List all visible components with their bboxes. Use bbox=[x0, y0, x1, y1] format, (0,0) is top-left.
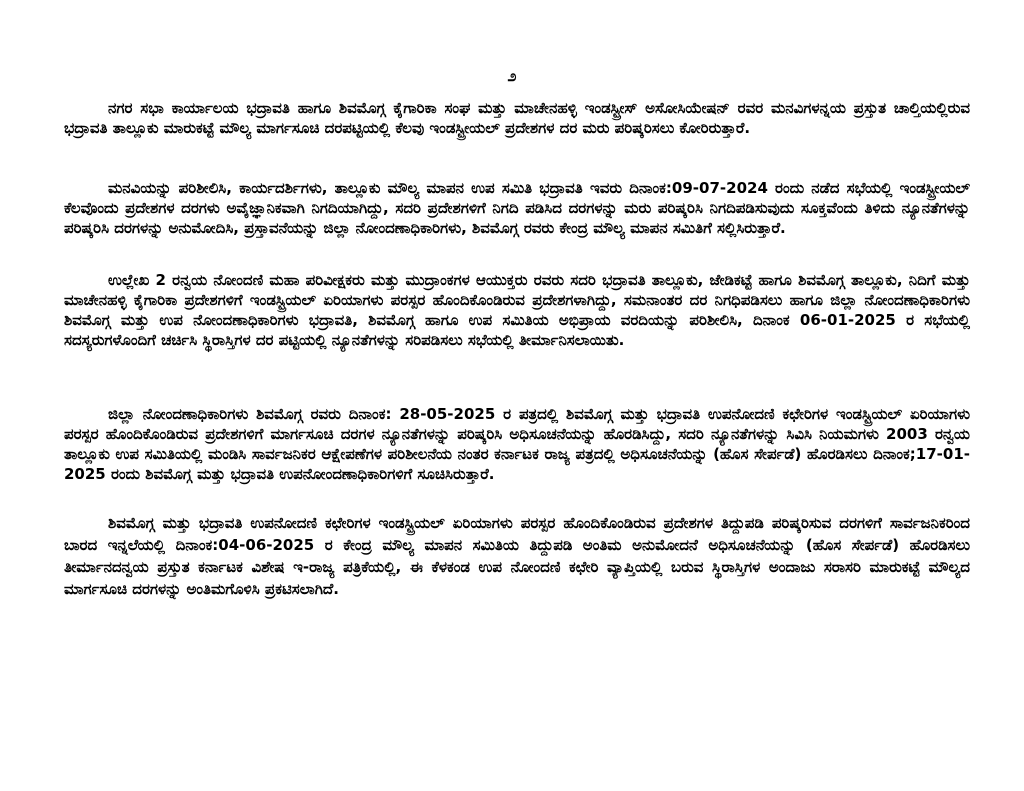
page-number: ೨ bbox=[507, 66, 517, 85]
paragraph-final-notification: ಶಿವಮೊಗ್ಗ ಮತ್ತು ಭದ್ರಾವತಿ ಉಪನೋದಣಿ ಕಛೇರಿಗಳ ಇಂಡಸ್ಟ್ರಿಯಲ್ ಏರಿಯಾಗಳು ಪರಸ್ಪರ ಹೊಂದಿಕೊಂಡಿರುವ ಪ್ರದೇಶಗಳ ತಿದ್ದುಪಡಿ ಪರಿಷ್ಕರಿಸುವ ದರಗಳಿಗೆ ಸಾರ್ವಜನಿಕರಿಂದ ಬಾರದ ಇನ್ನಲೆಯಲ್ಲಿ ದಿನಾಂಕ:04-06-2025 ರ ಕೇಂದ್ರ ಮೌಲ್ಯ ಮಾಪನ ಸಮಿತಿಯ ತಿದ್ದುಪಡಿ ಅಂತಿಮ ಅನುಮೋದನೆ ಅಧಿಸೂಚನೆಯನ್ನು (ಹೊಸ ಸೇರ್ಪಡೆ) ಹೊರಡಿಸಲು ತೀರ್ಮಾನದನ್ವಯ ಪ್ರಸ್ತುತ ಕರ್ನಾಟಕ ವಿಶೇಷ ಇ-ರಾಜ್ಯ ಪತ್ರಿಕೆಯಲ್ಲಿ, ಈ ಕೆಳಕಂಡ ಉಪ ನೋಂದಣಿ ಕಛೇರಿ ವ್ಯಾಪ್ತಿಯಲ್ಲಿ ಬರುವ ಸ್ಥಿರಾಸ್ತಿಗಳ ಅಂದಾಜು ಸರಾಸರಿ ಮಾರುಕಟ್ಟೆ ಮೌಲ್ಯದ ಮಾರ್ಗಸೂಚಿ ದರಗಳನ್ನು ಅಂತಿಮಗೊಳಿಸಿ ಪ್ರಕಟಿಸಲಾಗಿದೆ. bbox=[64, 514, 970, 598]
paragraph-district-registrar: ಜಿಲ್ಲಾ ನೋಂದಣಾಧಿಕಾರಿಗಳು ಶಿವಮೊಗ್ಗ ರವರು ದಿನಾಂಕ: 28-05-2025 ರ ಪತ್ರದಲ್ಲಿ ಶಿವಮೊಗ್ಗ ಮತ್ತು ಭದ್ರಾವತಿ ಉಪನೋದಣಿ ಕಛೇರಿಗಳ ಇಂಡಸ್ಟ್ರಿಯಲ್ ಏರಿಯಾಗಳು ಪರಸ್ಪರ ಹೊಂದಿಕೊಂಡಿರುವ ಪ್ರದೇಶಗಳಿಗೆ ಮಾರ್ಗಸೂಚಿ ದರಗಳ ನ್ಯೂನತೆಗಳನ್ನು ಪರಿಷ್ಕರಿಸಿ ಅಧಿಸೂಚನೆಯನ್ನು ಹೊರಡಿಸಿದ್ದು, ಸದರಿ ನ್ಯೂನತೆಗಳನ್ನು ಸಿವಿಸಿ ನಿಯಮಗಳು 2003 ರನ್ವಯ ತಾಲ್ಲೂಕು ಉಪ ಸಮಿತಿಯಲ್ಲಿ ಮಂಡಿಸಿ ಸಾರ್ವಜನಿಕರ ಆಕ್ಷೇಪಣೆಗಳ ಪರಿಶೀಲನೆಯ ನಂತರ ಕರ್ನಾಟಕ ರಾಜ್ಯ ಪತ್ರದಲ್ಲಿ ಅಧಿಸೂಚನೆಯನ್ನು (ಹೊಸ ಸೇರ್ಪಡೆ) ಹೊರಡಿಸಲು ದಿನಾಂಕ;17-01-2025 ರಂದು ಶಿವಮೊಗ್ಗ ಮತ್ತು ಭದ್ರಾವತಿ ಉಪನೋಂದಣಾಧಿಕಾರಿಗಳಿಗೆ ಸೂಚಿಸಿರುತ್ತಾರೆ. bbox=[64, 405, 970, 483]
paragraph-reference-2: ಉಲ್ಲೇಖ 2 ರನ್ವಯ ನೋಂದಣಿ ಮಹಾ ಪರಿವೀಕ್ಷಕರು ಮತ್ತು ಮುದ್ರಾಂಕಗಳ ಆಯುಕ್ತರು ರವರು ಸದರಿ ಭದ್ರಾವತಿ ತಾಲ್ಲೂಕು, ಜೇಡಿಕಟ್ಟೆ ಹಾಗೂ ಶಿವಮೊಗ್ಗ ತಾಲ್ಲೂಕು, ನಿದಿಗೆ ಮತ್ತು ಮಾಚೇನಹಳ್ಳಿ ಕೈಗಾರಿಕಾ ಪ್ರದೇಶಗಳಿಗೆ ಇಂಡಸ್ಟ್ರಿಯಲ್ ಏರಿಯಾಗಳು ಪರಸ್ಪರ ಹೊಂದಿಕೊಂಡಿರುವ ಪ್ರದೇಶಗಳಾಗಿದ್ದು, ಸಮನಾಂತರ ದರ ನಿಗಧಿಪಡಿಸಲು ಹಾಗೂ ಜಿಲ್ಲಾ ನೋಂದಣಾಧಿಕಾರಿಗಳು ಶಿವಮೊಗ್ಗ ಮತ್ತು ಉಪ ನೋಂದಣಾಧಿಕಾರಿಗಳು ಭದ್ರಾವತಿ, ಶಿವಮೊಗ್ಗ ಹಾಗೂ ಉಪ ಸಮಿತಿಯ ಅಭಿಪ್ರಾಯ ವರದಿಯನ್ನು ಪರಿಶೀಲಿಸಿ, ದಿನಾಂಕ 06-01-2025 ರ ಸಭೆಯಲ್ಲಿ ಸದಸ್ಯರುಗಳೊಂದಿಗೆ ಚರ್ಚಿಸಿ ಸ್ಥಿರಾಸ್ತಿಗಳ ದರ ಪಟ್ಟಿಯಲ್ಲಿ ನ್ಯೂನತೆಗಳನ್ನು ಸರಿಪಡಿಸಲು ಸಭೆಯಲ್ಲಿ ತೀರ್ಮಾನಿಸಲಾಯಿತು. bbox=[64, 271, 970, 349]
paragraph-petition: ನಗರ ಸಭಾ ಕಾರ್ಯಾಲಯ ಭದ್ರಾವತಿ ಹಾಗೂ ಶಿವಮೊಗ್ಗ ಕೈಗಾರಿಕಾ ಸಂಘ ಮತ್ತು ಮಾಚೇನಹಳ್ಳಿ ಇಂಡಸ್ಟ್ರೀಸ್ ಅಸೋಸಿಯೇಷನ್ ರವರ ಮನವಿಗಳನ್ನಯ ಪ್ರಸ್ತುತ ಚಾಲ್ತಿಯಲ್ಲಿರುವ ಭದ್ರಾವತಿ ತಾಲ್ಲೂಕು ಮಾರುಕಟ್ಟೆ ಮೌಲ್ಯ ಮಾರ್ಗಸೂಚಿ ದರಪಟ್ಟಿಯಲ್ಲಿ ಕೆಲವು ಇಂಡಸ್ಟ್ರೀಯಲ್ ಪ್ರದೇಶಗಳ ದರ ಮರು ಪರಿಷ್ಕರಿಸಲು ಕೋರಿರುತ್ತಾರೆ. bbox=[64, 99, 970, 137]
paragraph-subcommittee: ಮನವಿಯನ್ನು ಪರಿಶೀಲಿಸಿ, ಕಾರ್ಯದರ್ಶಿಗಳು, ತಾಲ್ಲೂಕು ಮೌಲ್ಯ ಮಾಪನ ಉಪ ಸಮಿತಿ ಭದ್ರಾವತಿ ಇವರು ದಿನಾಂಕ:09-07-2024 ರಂದು ನಡೆದ ಸಭೆಯಲ್ಲಿ ಇಂಡಸ್ಟ್ರೀಯಲ್ ಕೆಲವೊಂದು ಪ್ರದೇಶಗಳ ದರಗಳು ಅವೈಜ್ಞಾನಿಕವಾಗಿ ನಿಗದಿಯಾಗಿದ್ದು, ಸದರಿ ಪ್ರದೇಶಗಳಿಗೆ ನಿಗದಿ ಪಡಿಸಿದ ದರಗಳನ್ನು ಮರು ಪರಿಷ್ಕರಿಸಿ ನಿಗದಿಪಡಿಸುವುದು ಸೂಕ್ತವೆಂದು ತಿಳಿದು ನ್ಯೂನತೆಗಳನ್ನು ಪರಿಷ್ಕರಿಸಿ ದರಗಳನ್ನು ಅನುಮೋದಿಸಿ, ಪ್ರಸ್ತಾವನೆಯನ್ನು ಜಿಲ್ಲಾ ನೋಂದಣಾಧಿಕಾರಿಗಳು, ಶಿವಮೊಗ್ಗ ರವರು ಕೇಂದ್ರ ಮೌಲ್ಯ ಮಾಪನ ಸಮಿತಿಗೆ ಸಲ್ಲಿಸಿರುತ್ತಾರೆ. bbox=[64, 179, 970, 237]
